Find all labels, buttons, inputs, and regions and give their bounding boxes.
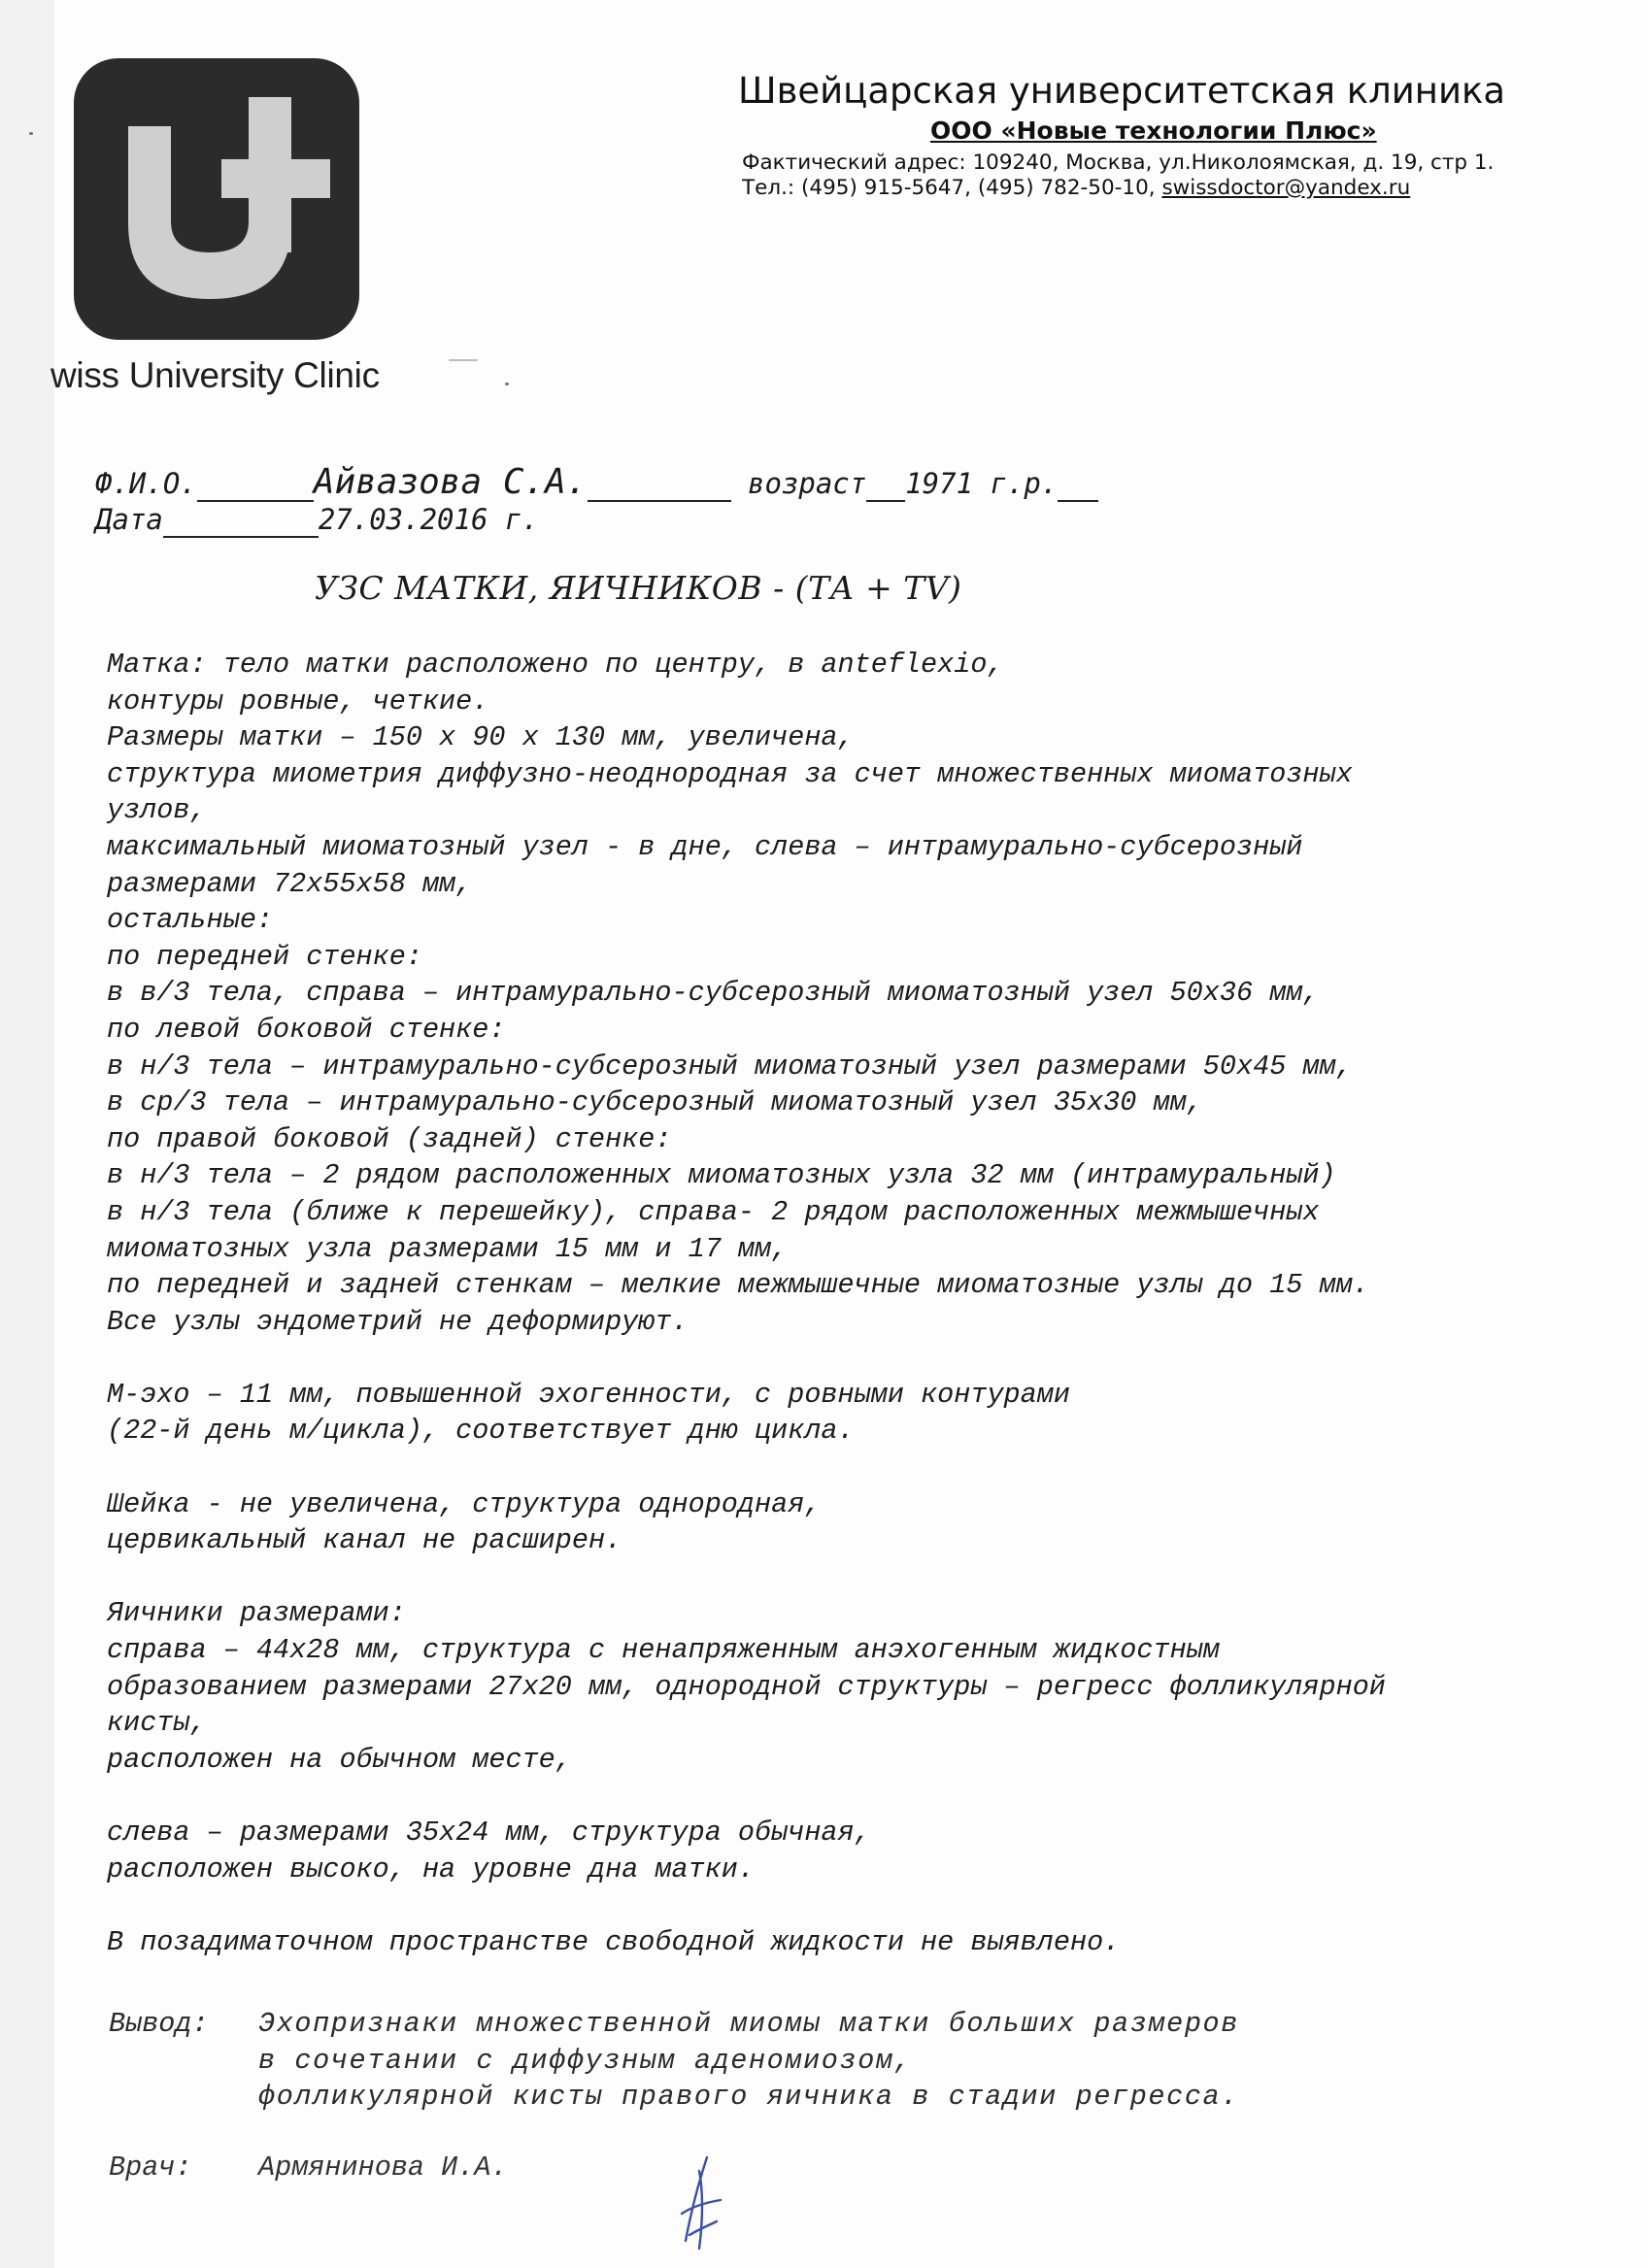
report-line: (22-й день м/цикла), соответствует дню цикла. — [107, 1415, 855, 1448]
logo-u-plus-icon — [74, 58, 359, 340]
conclusion-line: Эхопризнаки множественной миомы матки больших размеров — [258, 2008, 1239, 2040]
report-line: структура миометрия диффузно-неоднородная за счет множественных миоматозных — [107, 757, 1353, 790]
report-line: максимальный миоматозный узел - в дне, слева – интрамурально-субсерозный — [107, 830, 1303, 863]
fill-line — [866, 467, 905, 502]
fill-line — [197, 467, 314, 502]
report-line: по передней стенке: — [107, 940, 422, 973]
report-body — [107, 647, 1622, 1960]
clinic-name: Швейцарская университетская клиника — [738, 70, 1506, 112]
clinic-address: Фактический адрес: 109240, Москва, ул.Николоямская, д. 19, стр 1. — [742, 150, 1495, 175]
report-line: по правой боковой (задней) стенке: — [107, 1122, 672, 1155]
report-line: в н/3 тела – 2 рядом расположенных миоматозных узла 32 мм (интрамуральный) — [107, 1159, 1336, 1192]
clinic-logo — [74, 58, 359, 340]
patient-name: Айвазова С.А. — [313, 462, 588, 502]
clinic-contacts — [742, 176, 1410, 200]
report-line: кисты, — [107, 1707, 207, 1740]
report-line: контуры ровные, четкие. — [107, 684, 489, 717]
report-line: остальные: — [107, 904, 274, 937]
date-line — [95, 503, 539, 538]
organization-name: ООО «Новые технологии Плюс» — [930, 117, 1377, 145]
conclusion-line: фолликулярной кисты правого яичника в стадии регресса. — [258, 2081, 1239, 2114]
conclusion-line: в сочетании с диффузным аденомиозом, — [258, 2044, 913, 2077]
doctor-label: Врач: — [109, 2151, 192, 2184]
patient-name-line — [95, 462, 1098, 502]
name-label: Ф.И.О. — [95, 467, 197, 500]
report-line: цервикальный канал не расширен. — [107, 1524, 622, 1557]
scan-speck — [449, 359, 478, 361]
age-label: возраст — [748, 467, 867, 500]
doctor-name: Армянинова И.А. — [258, 2151, 508, 2184]
report-line: в ср/3 тела – интрамурально-субсерозный миоматозный узел 35х30 мм, — [107, 1086, 1203, 1119]
report-line: М-эхо – 11 мм, повышенной эхогенности, с ровными контурами — [107, 1378, 1070, 1411]
report-line: расположен на обычном месте, — [107, 1743, 572, 1776]
report-line: Размеры матки – 150 х 90 х 130 мм, увеличена, — [107, 721, 855, 754]
study-title: УЗС МАТКИ, ЯИЧНИКОВ - (ТА + TV) — [315, 569, 962, 607]
date-label: Дата — [95, 503, 163, 536]
report-line: размерами 72х55х58 мм, — [107, 867, 473, 900]
conclusion-text — [258, 2006, 1239, 2116]
patient-age: 1971 г.р. — [905, 467, 1059, 500]
scan-edge — [0, 0, 54, 2268]
exam-date: 27.03.2016 г. — [318, 503, 539, 536]
report-line: расположен высоко, на уровне дна матки. — [107, 1852, 756, 1885]
clinic-phone: Тел.: (495) 915-5647, (495) 782-50-10, — [742, 176, 1156, 200]
scan-speck — [505, 383, 509, 385]
doctor-signature — [670, 2151, 728, 2258]
report-line: по передней и задней стенкам – мелкие межмышечные миоматозные узлы до 15 мм. — [107, 1269, 1369, 1302]
fill-line — [1058, 467, 1098, 502]
report-line: миоматозных узла размерами 15 мм и 17 мм, — [107, 1232, 789, 1265]
report-line: Матка: тело матки расположено по центру, в anteflexio, — [107, 649, 1004, 681]
report-line: Все узлы эндометрий не деформируют. — [107, 1305, 689, 1338]
report-line: образованием размерами 27х20 мм, однородной структуры – регресс фолликулярной — [107, 1670, 1386, 1703]
fill-line — [163, 503, 319, 538]
clinic-email: swissdoctor@yandex.ru — [1161, 176, 1411, 200]
report-line: слева – размерами 35х24 мм, структура обычная, — [107, 1817, 871, 1849]
conclusion-label: Вывод: — [109, 2008, 209, 2040]
report-line — [107, 1450, 1622, 1486]
report-line: справа – 44х28 мм, структура с ненапряженным анэхогенным жидкостным — [107, 1634, 1220, 1667]
report-line: В позадиматочном пространстве свободной жидкости не выявлено. — [107, 1925, 1121, 1958]
report-line: в н/3 тела (ближе к перешейку), справа- 2 рядом расположенных межмышечных — [107, 1195, 1320, 1228]
report-line: в н/3 тела – интрамурально-субсерозный миоматозный узел размерами 50х45 мм, — [107, 1050, 1353, 1083]
fill-line — [588, 467, 731, 502]
report-line: по левой боковой стенке: — [107, 1013, 506, 1046]
report-line: узлов, — [107, 794, 207, 827]
doctor-line — [109, 2151, 508, 2184]
report-line: Шейка - не увеличена, структура однородная, — [107, 1487, 822, 1520]
report-line — [107, 1559, 1622, 1596]
scan-speck — [29, 132, 33, 135]
report-line — [107, 1778, 1622, 1815]
report-line: в в/3 тела, справа – интрамурально-субсерозный миоматозный узел 50х36 мм, — [107, 977, 1320, 1010]
logo-text: wiss University Clinic — [50, 355, 380, 395]
conclusion-block — [109, 2006, 1239, 2116]
report-line — [107, 1887, 1622, 1924]
report-line: Яичники размерами: — [107, 1597, 406, 1630]
report-line — [107, 1340, 1622, 1377]
